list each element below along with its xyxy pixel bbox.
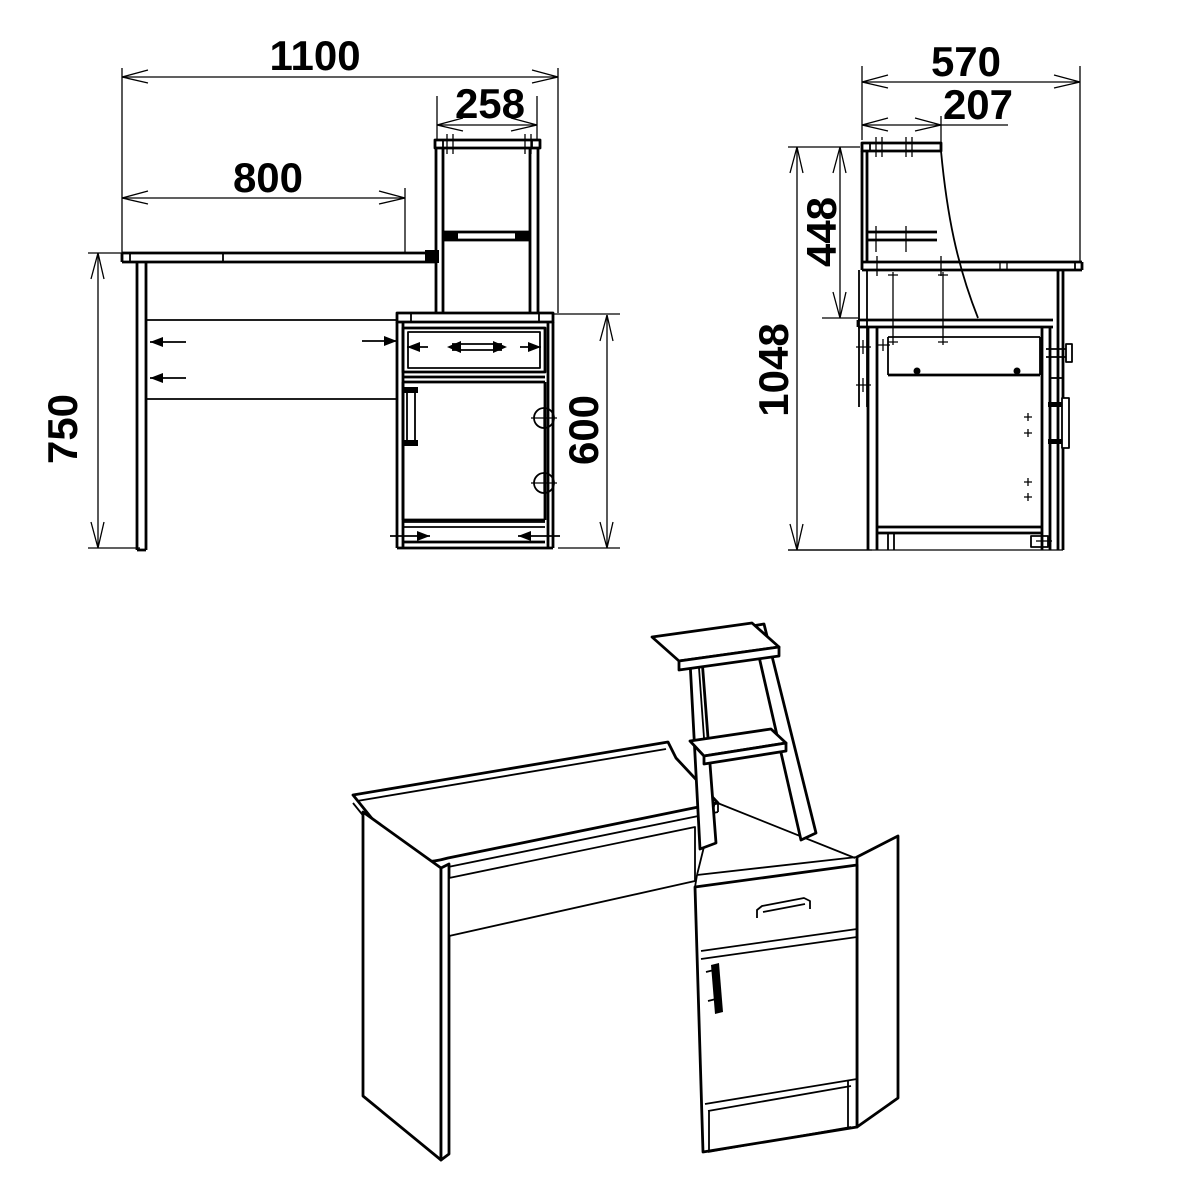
dim-label-total-depth: 570 <box>930 38 1002 85</box>
front-rear-panel <box>146 320 397 399</box>
door-handle <box>407 389 415 443</box>
side-cabinet <box>788 270 1072 550</box>
side-extension-lines <box>788 66 1080 550</box>
hutch-side-curve <box>941 151 978 318</box>
side-view <box>750 38 1082 550</box>
dim-label-total-width: 1100 <box>269 32 361 79</box>
front-hutch <box>435 134 540 313</box>
dim-label-desk-height: 750 <box>39 393 86 465</box>
iso-pedestal <box>695 802 898 1152</box>
dim-label-desktop-width: 800 <box>232 154 304 201</box>
dim-label-total-height: 1048 <box>750 323 797 417</box>
dim-label-cabinet-height: 600 <box>560 394 607 466</box>
side-hutch <box>862 137 978 318</box>
pedestal-right-face <box>857 836 898 1127</box>
dim-label-hutch-width: 258 <box>454 80 526 127</box>
front-left-leg <box>137 262 186 550</box>
side-dimension-lines <box>790 75 1080 550</box>
iso-left-panel <box>363 812 449 1160</box>
front-dimension-lines <box>91 70 613 548</box>
side-bottom <box>788 527 1063 550</box>
side-drawer-box <box>877 337 1040 375</box>
iso-hutch <box>652 623 816 849</box>
front-drawer <box>403 328 545 372</box>
front-view <box>39 32 620 550</box>
dim-label-hutch-depth: 207 <box>942 81 1014 128</box>
front-cabinet <box>362 313 560 548</box>
iso-view <box>353 623 898 1160</box>
dim-label-hutch-height: 448 <box>798 196 845 268</box>
side-rear-panel <box>856 270 948 407</box>
front-door <box>403 382 557 520</box>
front-desktop <box>122 250 439 263</box>
side-desktop <box>862 256 1082 276</box>
cabinet-top <box>397 313 553 322</box>
